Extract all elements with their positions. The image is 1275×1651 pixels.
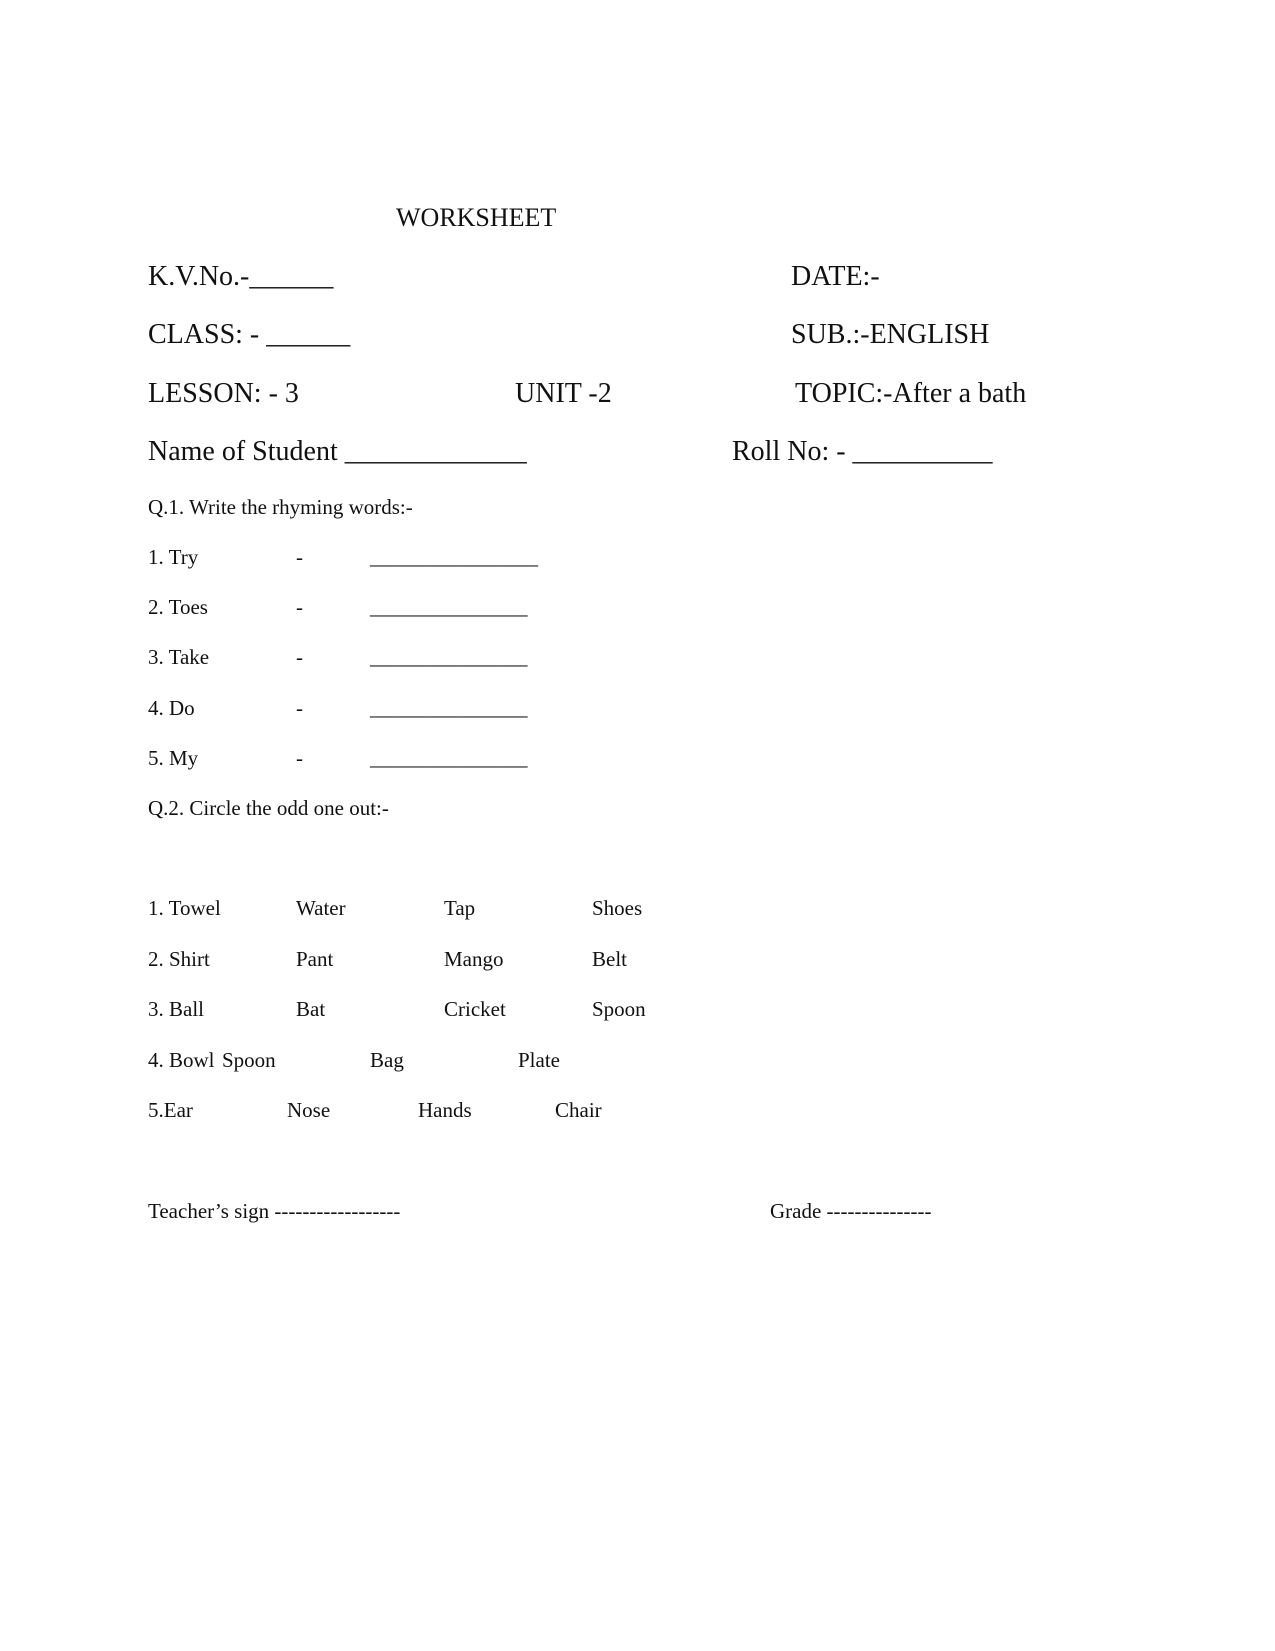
- option-word: Bat: [296, 997, 326, 1021]
- option-word: Water: [296, 896, 346, 920]
- option-word: Pant: [296, 947, 334, 971]
- rhyme-blank: _______________: [370, 746, 528, 770]
- rhyme-blank: _______________: [370, 595, 528, 619]
- rhyme-dash: -: [296, 595, 303, 619]
- question-2: Q.2. Circle the odd one out:-: [148, 796, 389, 820]
- worksheet-title: WORKSHEET: [396, 203, 557, 232]
- question-1: Q.1. Write the rhyming words:-: [148, 495, 413, 519]
- option-word: 5.Ear: [148, 1098, 193, 1122]
- rhyme-word: 5. My: [148, 746, 199, 770]
- rhyme-dash: -: [296, 746, 303, 770]
- option-word: Belt: [592, 947, 627, 971]
- option-word: Shoes: [592, 896, 643, 920]
- date-field: DATE:-: [791, 261, 880, 292]
- student-name-field: Name of Student _____________: [148, 436, 527, 467]
- option-word: Chair: [555, 1098, 602, 1122]
- rhyme-dash: -: [296, 545, 303, 569]
- unit-field: UNIT -2: [515, 378, 612, 409]
- topic-field: TOPIC:-After a bath: [795, 378, 1027, 409]
- option-word: Spoon: [222, 1048, 276, 1072]
- rhyme-dash: -: [296, 645, 303, 669]
- option-word: Hands: [418, 1098, 472, 1122]
- rhyme-word: 2. Toes: [148, 595, 208, 619]
- option-word: Spoon: [592, 997, 646, 1021]
- rhyme-blank: _______________: [370, 645, 528, 669]
- option-word: Nose: [287, 1098, 331, 1122]
- option-word: 4. Bowl: [148, 1048, 215, 1072]
- lesson-field: LESSON: - 3: [148, 378, 299, 409]
- option-word: Tap: [444, 896, 476, 920]
- rhyme-word: 4. Do: [148, 696, 195, 720]
- rhyme-word: 3. Take: [148, 645, 210, 669]
- option-word: 2. Shirt: [148, 947, 210, 971]
- rhyme-word: 1. Try: [148, 545, 199, 569]
- kv-number-field: K.V.No.-______: [148, 261, 334, 292]
- class-field: CLASS: - ______: [148, 319, 351, 350]
- roll-number-field: Roll No: - __________: [732, 436, 993, 467]
- rhyme-blank: ________________: [370, 545, 538, 569]
- subject-field: SUB.:-ENGLISH: [791, 319, 990, 350]
- option-word: Mango: [444, 947, 504, 971]
- rhyme-dash: -: [296, 696, 303, 720]
- option-word: Plate: [518, 1048, 560, 1072]
- option-word: Bag: [370, 1048, 404, 1072]
- teacher-sign-field: Teacher’s sign ------------------: [148, 1199, 401, 1223]
- rhyme-blank: _______________: [370, 696, 528, 720]
- option-word: 3. Ball: [148, 997, 204, 1021]
- grade-field: Grade ---------------: [770, 1199, 932, 1223]
- option-word: Cricket: [444, 997, 506, 1021]
- option-word: 1. Towel: [148, 896, 221, 920]
